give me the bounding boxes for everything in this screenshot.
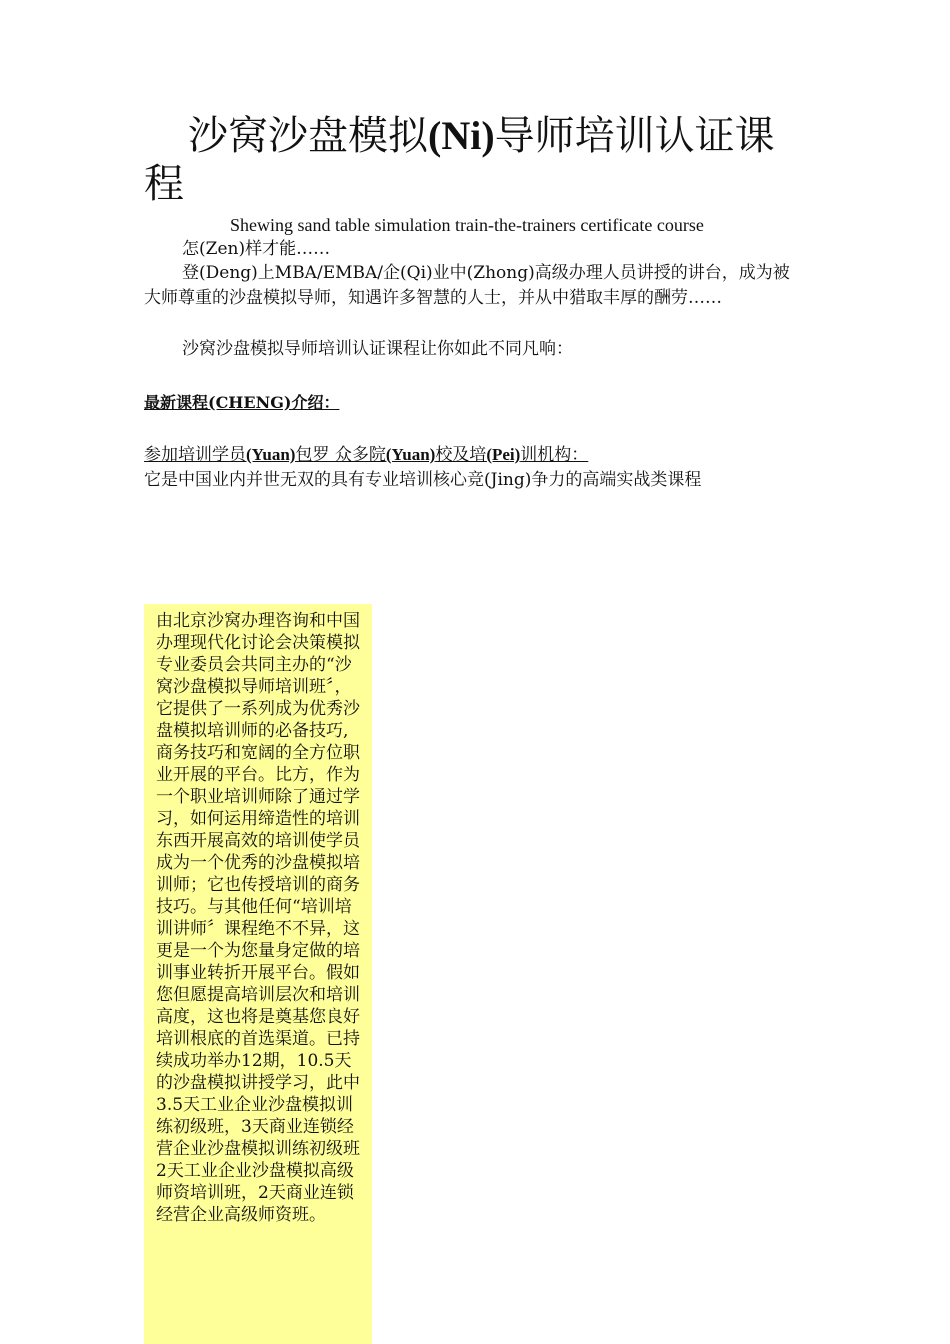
trainees-bold-1: (Yuan) bbox=[246, 445, 296, 464]
highlight-box-text: 由北京沙窝办理咨询和中国办理现代化讨论会决策模拟专业委员会共同主办的“沙窝沙盘模拟导师培训班〞，它提供了一系列成为优秀沙盘模拟培训师的必备技巧,商务技巧和宽阔的全方位职业开展的平台。比方，作为一个职业培训师除了通过学习，如何运用缔造性的培训东西开展高效的培训使学员成为一个优秀的沙盘模拟培训师；它也传授培训的商务技巧。与其他任何“培训培训讲师〞课程绝不不异，这更是一个为您量身定做的培训事业转折开展平台。假如您但愿提高培训层次和培训高度，这也将是奠基您良好培训根底的首选渠道。已持续成功举办12期，10.5天的沙盘模拟讲授学习，此中3.5天工业企业沙盘模拟训练初级班，3天商业连锁经营企业沙盘模拟训练初级班2天工业企业沙盘模拟高级师资培训班，2天商业连锁经营企业高级师资班。 bbox=[156, 611, 360, 1225]
course-description: 它是中国业内并世无双的具有专业培训核心竞(Jing)争力的高端实战类课程 bbox=[144, 470, 702, 490]
trainees-bold-3: (Pei) bbox=[486, 445, 521, 464]
title-text-1: 沙窝沙盘模拟 bbox=[188, 113, 428, 159]
intro-statement: 沙窝沙盘模拟导师培训认证课程让你如此不同凡响： bbox=[182, 339, 573, 359]
intro-question: 怎(Zen)样才能…… bbox=[182, 239, 331, 259]
trainees-text-3: 校及培 bbox=[435, 445, 487, 465]
section-heading: 最新课程(CHENG)介绍： bbox=[144, 393, 340, 412]
trainees-text-1: 参加培训学员 bbox=[144, 445, 246, 465]
trainees-text-2: 包罗 众多院 bbox=[295, 445, 386, 465]
document-title bbox=[144, 112, 809, 208]
intro-paragraph: 登(Deng)上MBA/EMBA/企(Qi)业中(Zhong)高级办理人员讲授的讲台，成为被大师尊重的沙盘模拟导师，知遇许多智慧的人士，并从中猎取丰厚的酬劳…… bbox=[144, 263, 790, 308]
trainees-text-4: 训机构： bbox=[520, 445, 589, 465]
highlight-text-box bbox=[144, 604, 372, 1344]
trainees-line bbox=[144, 443, 588, 467]
trainees-bold-2: (Yuan) bbox=[385, 445, 436, 464]
title-text-bold: (Ni) bbox=[428, 113, 495, 158]
document-subtitle: Shewing sand table simulation train-the-trainers certificate course bbox=[230, 215, 704, 235]
title-text-2: 导师培训认证课程 bbox=[144, 113, 775, 207]
